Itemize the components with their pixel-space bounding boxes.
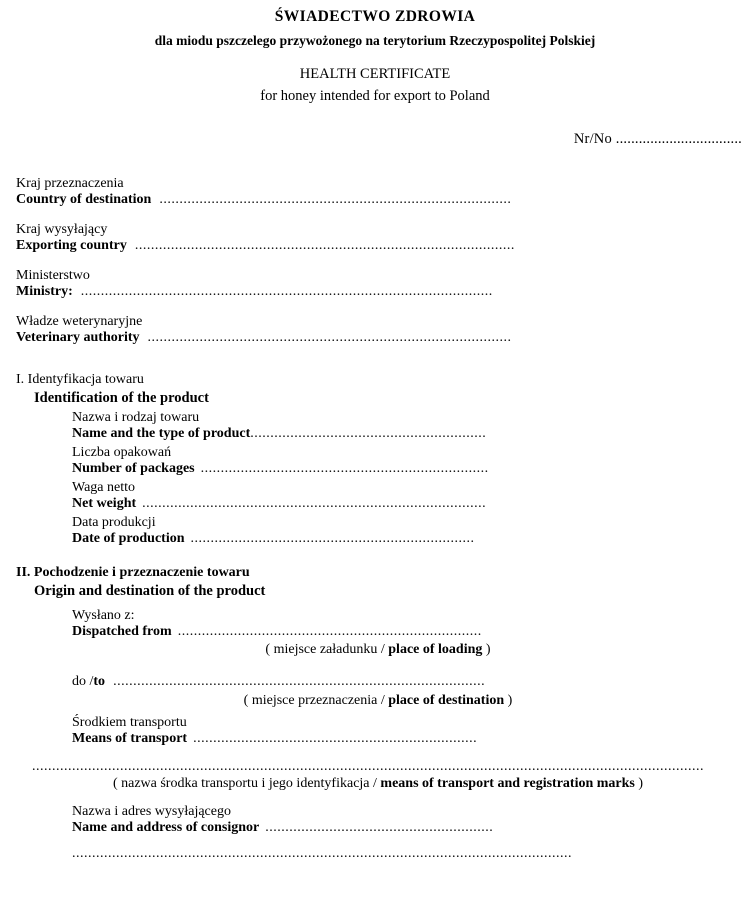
field-label-pl: Środkiem transportu <box>72 715 187 730</box>
section-1-number-pl: I. Identyfikacja towaru <box>16 372 144 387</box>
field-input-dots[interactable]: ....................................................................................................... <box>80 284 493 299</box>
field-number-of-packages <box>72 445 740 477</box>
field-input-dots[interactable]: ....................................................................... <box>193 731 478 746</box>
field-input-dots[interactable]: ....................................................................... <box>190 531 475 546</box>
note-pl: ( miejsce przeznaczenia / <box>243 693 389 708</box>
field-label-en: Dispatched from <box>72 624 172 639</box>
page-subtitle-en: for honey intended for export to Poland <box>260 88 490 104</box>
field-to <box>72 674 740 690</box>
note-en: place of destination <box>388 693 505 708</box>
field-label-en: Net weight <box>72 496 137 511</box>
section-2 <box>16 565 740 862</box>
field-date-of-production <box>72 515 740 547</box>
page-subtitle-pl: dla miodu pszczelego przywożonego na terytorium Rzeczypospolitej Polskiej <box>154 33 596 48</box>
note-en: place of loading <box>388 642 483 657</box>
field-country-of-destination <box>16 176 740 208</box>
field-label-en: Ministry: <box>16 284 73 299</box>
field-label-pl: Kraj wysyłający <box>16 222 108 237</box>
page-title-en: HEALTH CERTIFICATE <box>299 66 451 82</box>
field-input-dots[interactable]: ............................................................................................... <box>134 238 515 253</box>
field-means-of-transport <box>72 715 740 747</box>
field-label-en: Date of production <box>72 531 185 546</box>
section-1 <box>16 372 740 547</box>
field-label-en: Name and address of consignor <box>72 820 260 835</box>
field-label-en: to <box>93 674 106 689</box>
section-2-number-pl: II. Pochodzenie i przeznaczenie towaru <box>16 565 250 580</box>
field-input-dots[interactable]: ........................................................................................... <box>147 330 512 345</box>
note-close: ) <box>504 693 513 708</box>
field-label-pl: Nazwa i adres wysyłającego <box>72 804 231 819</box>
field-label-en: Number of packages <box>72 461 195 476</box>
field-input-dots[interactable]: ...................................................................................... <box>142 496 487 511</box>
note-place-of-loading <box>16 642 740 658</box>
certificate-number-line <box>0 131 750 148</box>
field-net-weight <box>72 480 740 512</box>
note-place-of-destination <box>16 693 740 709</box>
title-block <box>0 8 750 105</box>
field-label-en: Means of transport <box>72 731 188 746</box>
field-label-en: Exporting country <box>16 238 127 253</box>
field-input-dots[interactable]: ............................................................................ <box>177 624 482 639</box>
note-means-of-transport <box>16 776 740 792</box>
page-title: ŚWIADECTWO ZDROWIA <box>274 8 476 25</box>
field-label-en: Country of destination <box>16 192 152 207</box>
field-input-dots[interactable]: ........................................................... <box>250 426 487 441</box>
field-label-pl: Ministerstwo <box>16 268 90 283</box>
field-label-pl: Wysłano z: <box>72 608 135 623</box>
field-label-pl: Nazwa i rodzaj towaru <box>72 410 200 425</box>
field-label-en: Veterinary authority <box>16 330 140 345</box>
section-2-title-en: Origin and destination of the product <box>34 583 266 599</box>
field-input-dots[interactable]: ........................................................................ <box>200 461 489 476</box>
section-1-title-en: Identification of the product <box>34 390 209 406</box>
form-body <box>0 176 750 862</box>
field-label-en: Name and the type of product <box>72 426 251 441</box>
note-pl: ( nazwa środka transportu i jego identyfikacja / <box>112 776 381 791</box>
note-close: ) <box>482 642 491 657</box>
field-dispatched-from <box>72 608 740 640</box>
field-input-dots[interactable]: ........................................................................................ <box>159 192 512 207</box>
field-input-dots[interactable]: ......................................................... <box>265 820 494 835</box>
field-consignor <box>72 804 740 836</box>
field-ministry <box>16 268 740 300</box>
means-of-transport-extra-dots[interactable]: ........................................................................................................................................................................ <box>32 759 704 774</box>
field-label-pl: Waga netto <box>72 480 136 495</box>
field-input-dots[interactable]: ............................................................................................. <box>113 674 486 689</box>
consignor-extra-dots[interactable]: ............................................................................................................................. <box>72 846 572 861</box>
field-exporting-country <box>16 222 740 254</box>
note-en: means of transport and registration marks <box>380 776 635 791</box>
certificate-page <box>0 8 750 923</box>
field-product-name <box>72 410 740 442</box>
note-pl: ( miejsce załadunku / <box>265 642 389 657</box>
field-label-pl: Kraj przeznaczenia <box>16 176 124 191</box>
note-close: ) <box>634 776 644 791</box>
field-label-pl: do / <box>72 674 94 689</box>
field-label-pl: Władze weterynaryjne <box>16 314 143 329</box>
field-label-pl: Data produkcji <box>72 515 156 530</box>
certificate-number-label: Nr/No <box>573 131 612 147</box>
field-label-pl: Liczba opakowań <box>72 445 172 460</box>
field-veterinary-authority <box>16 314 740 346</box>
certificate-number-field[interactable]: ................................. <box>615 131 742 147</box>
